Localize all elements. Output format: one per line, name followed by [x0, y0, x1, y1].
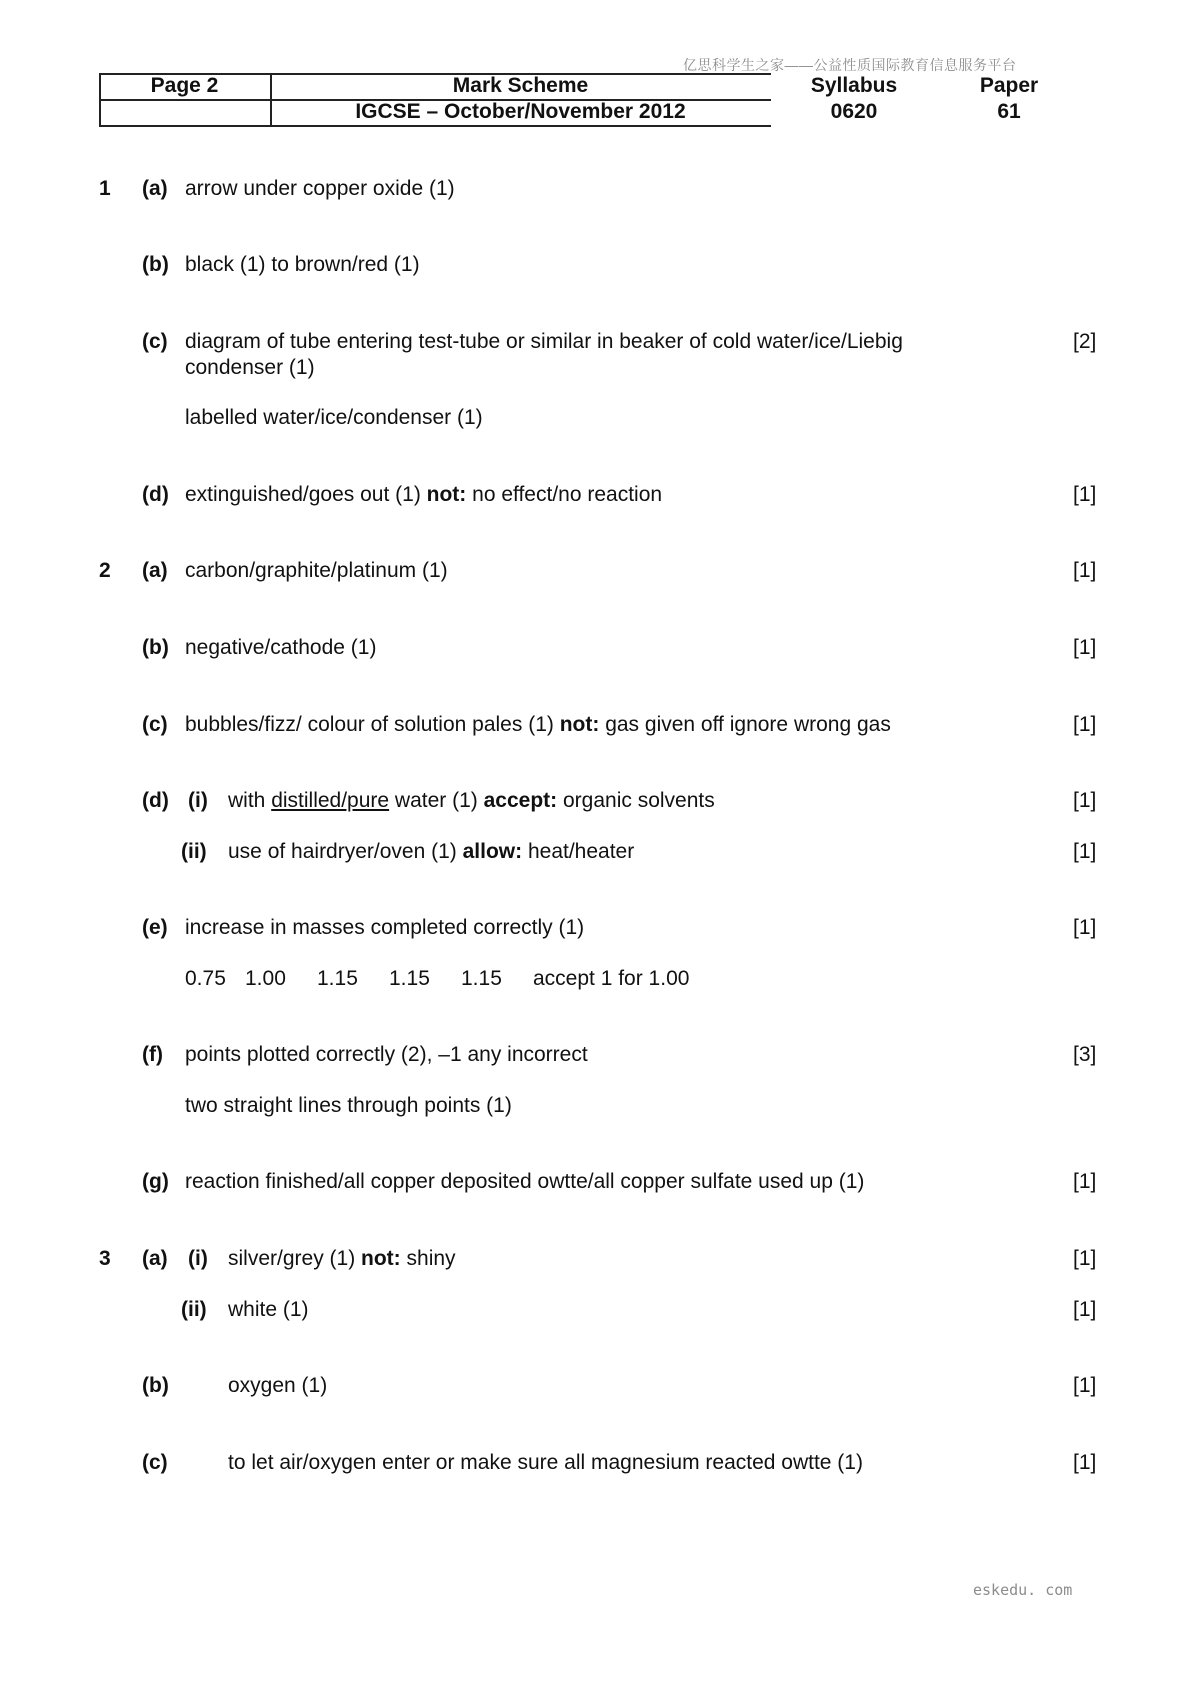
header-syllabus-label: Syllabus [810, 74, 898, 97]
part-label: (b) [142, 636, 169, 659]
answer-text: white (1) [228, 1298, 309, 1321]
mass-value: 1.00 [245, 967, 286, 990]
subpart-label: (ii) [181, 840, 207, 863]
mark-value: [1] [1073, 483, 1097, 506]
mark-value: [1] [1073, 840, 1097, 863]
answer-text: points plotted correctly (2), –1 any incorrect [185, 1043, 588, 1066]
answer-text: condenser (1) [185, 356, 315, 379]
mark-value: [1] [1073, 1451, 1097, 1474]
part-label: (a) [142, 1247, 168, 1270]
mass-value: 1.15 [389, 967, 430, 990]
mark-value: [3] [1073, 1043, 1097, 1066]
part-label: (b) [142, 1374, 169, 1397]
answer-text: extinguished/goes out (1) not: no effect/no reaction [185, 483, 663, 506]
watermark-bottom: eskedu. com [973, 1581, 1073, 1599]
mark-value: [1] [1073, 916, 1097, 939]
answer-text: with distilled/pure water (1) accept: organic solvents [228, 789, 715, 812]
mark-value: [1] [1073, 789, 1097, 812]
mass-value: 1.15 [461, 967, 502, 990]
part-label: (g) [142, 1170, 169, 1193]
header-syllabus-value: 0620 [830, 100, 878, 123]
mark-value: [1] [1073, 559, 1097, 582]
answer-text: labelled water/ice/condenser (1) [185, 406, 483, 429]
answer-text: black (1) to brown/red (1) [185, 253, 420, 276]
answer-text: silver/grey (1) not: shiny [228, 1247, 456, 1270]
question-number: 3 [99, 1247, 111, 1270]
mark-value: [1] [1073, 713, 1097, 736]
mark-value: [1] [1073, 1298, 1097, 1321]
header-paper-value: 61 [997, 100, 1021, 123]
answer-text: to let air/oxygen enter or make sure all magnesium reacted owtte (1) [228, 1451, 863, 1474]
header-page: Page 2 [150, 74, 219, 97]
answer-text: diagram of tube entering test-tube or similar in beaker of cold water/ice/Liebig [185, 330, 903, 353]
answer-text: bubbles/fizz/ colour of solution pales (1) not: gas given off ignore wrong gas [185, 713, 891, 736]
mark-value: [2] [1073, 330, 1097, 353]
header-title: Mark Scheme [452, 74, 589, 97]
mark-value: [1] [1073, 1170, 1097, 1193]
part-label: (a) [142, 559, 168, 582]
answer-text: negative/cathode (1) [185, 636, 377, 659]
mark-value: [1] [1073, 636, 1097, 659]
answer-text: use of hairdryer/oven (1) allow: heat/heater [228, 840, 635, 863]
subpart-label: (ii) [181, 1298, 207, 1321]
question-number: 2 [99, 559, 111, 582]
subpart-label: (i) [188, 1247, 208, 1270]
header-subtitle: IGCSE – October/November 2012 [355, 100, 686, 123]
part-label: (a) [142, 177, 168, 200]
part-label: (f) [142, 1043, 163, 1066]
header-table [99, 73, 1099, 127]
header-paper-label: Paper [979, 74, 1039, 97]
part-label: (d) [142, 789, 169, 812]
question-number: 1 [99, 177, 111, 200]
mass-value: 1.15 [317, 967, 358, 990]
mark-value: [1] [1073, 1374, 1097, 1397]
part-label: (c) [142, 1451, 168, 1474]
answer-text: reaction finished/all copper deposited owtte/all copper sulfate used up (1) [185, 1170, 865, 1193]
mass-note: accept 1 for 1.00 [533, 967, 690, 990]
answer-text: oxygen (1) [228, 1374, 328, 1397]
answer-text: arrow under copper oxide (1) [185, 177, 455, 200]
part-label: (c) [142, 330, 168, 353]
part-label: (e) [142, 916, 168, 939]
mass-value: 0.75 [185, 967, 226, 990]
mark-value: [1] [1073, 1247, 1097, 1270]
answer-text: increase in masses completed correctly (1) [185, 916, 585, 939]
part-label: (b) [142, 253, 169, 276]
answer-text: carbon/graphite/platinum (1) [185, 559, 448, 582]
answer-text: two straight lines through points (1) [185, 1094, 512, 1117]
part-label: (d) [142, 483, 169, 506]
subpart-label: (i) [188, 789, 208, 812]
watermark-top: 亿思科学生之家——公益性质国际教育信息服务平台 [683, 57, 1017, 73]
part-label: (c) [142, 713, 168, 736]
